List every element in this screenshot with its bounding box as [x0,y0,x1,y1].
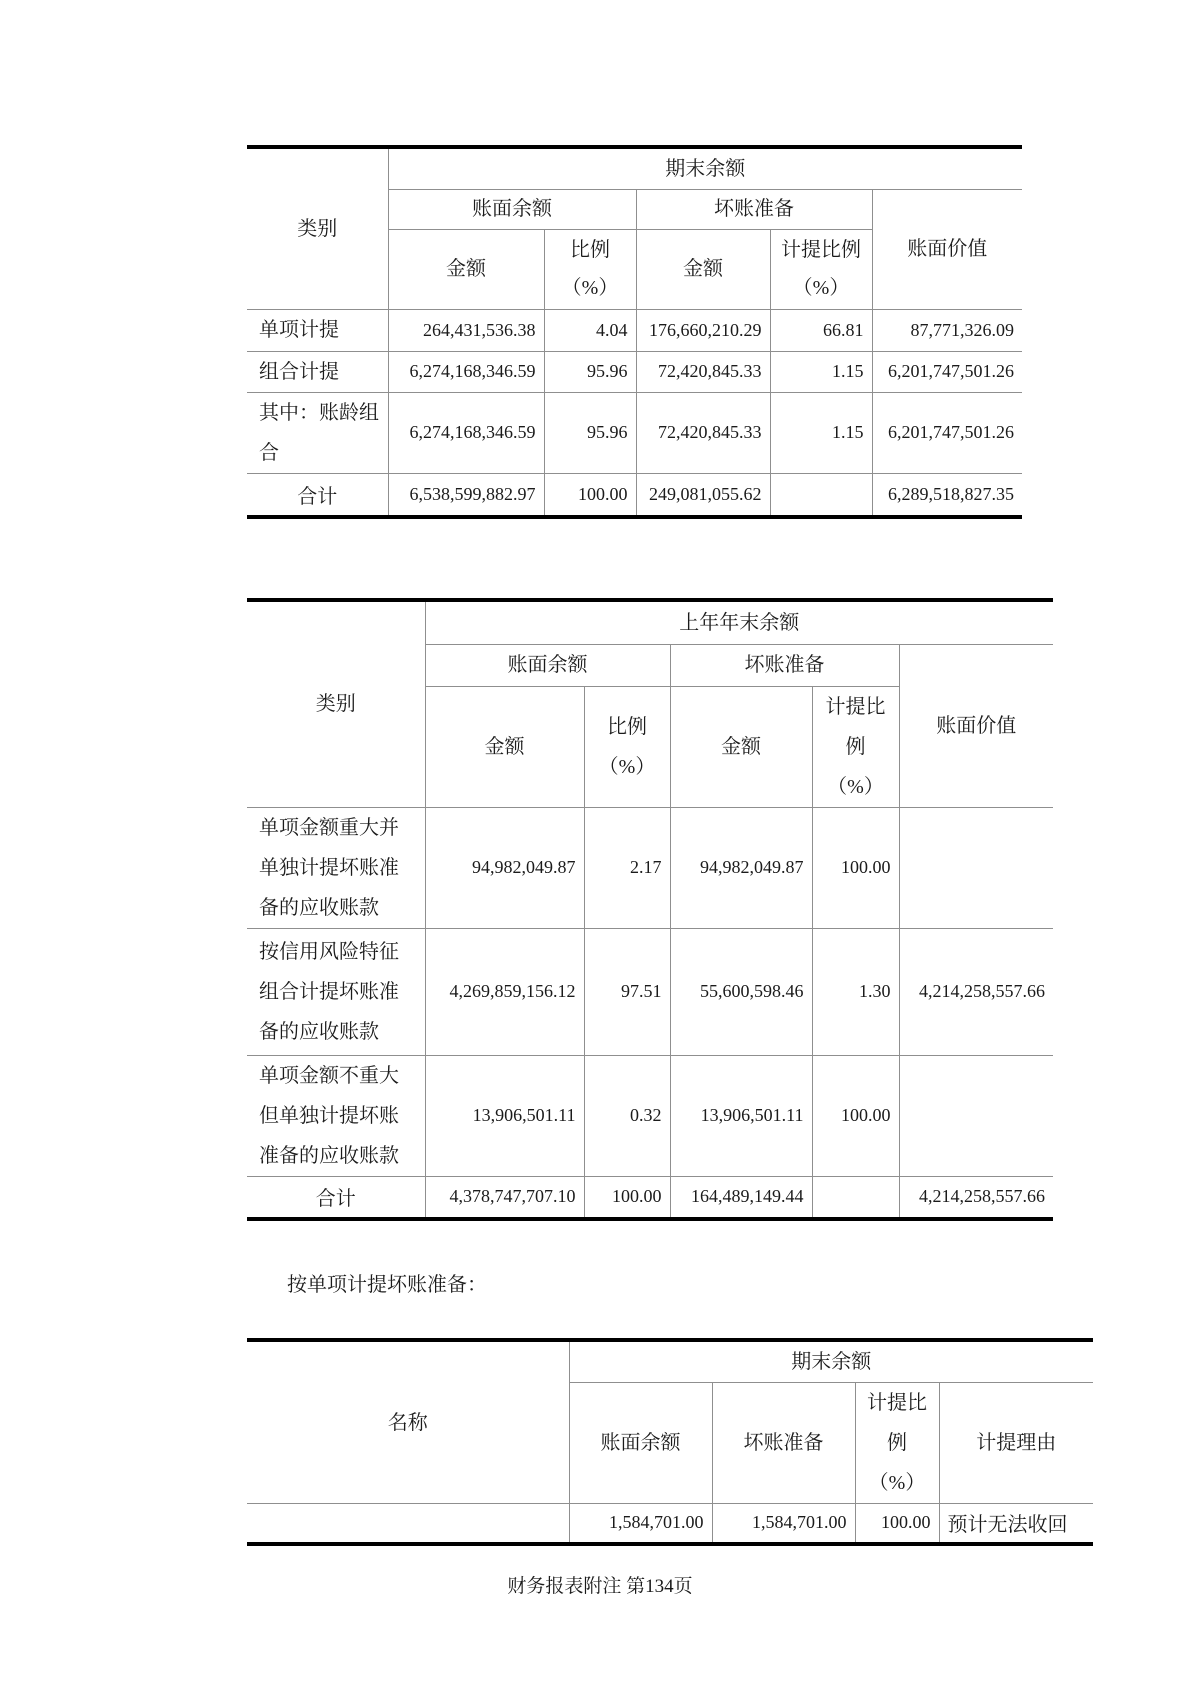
book-value-cell: 4,214,258,557.66 [899,1176,1053,1219]
section-heading: 按单项计提坏账准备： [287,1274,487,1296]
table-row [247,1055,1053,1176]
amount-cell: 6,274,168,346.59 [388,392,544,473]
header-category: 类别 [247,147,388,309]
header-book-balance: 账面余额 [425,644,670,686]
header-provision-ratio-line2: 例 [887,1432,907,1454]
book-value-cell: 6,201,747,501.26 [872,351,1022,392]
header-provision-ratio [812,686,899,807]
header-ratio-line1: 比例 [607,715,647,738]
provision-amount-cell: 94,982,049.87 [670,807,812,928]
category-cell: 单项计提 [247,309,388,351]
header-bad-debt-provision: 坏账准备 [670,644,899,686]
book-value-cell: 87,771,326.09 [872,309,1022,351]
table-row [247,928,1053,1055]
category-cell: 组合计提 [247,351,388,392]
ratio-cell: 100.00 [584,1176,670,1219]
header-provision-amount: 金额 [670,686,812,807]
header-provision-ratio [855,1383,939,1504]
header-amount: 金额 [388,229,544,309]
provision-ratio-cell: 100.00 [855,1504,939,1544]
provision-ratio-cell: 1.30 [812,928,899,1055]
header-name: 名称 [247,1340,569,1504]
ratio-cell: 97.51 [584,928,670,1055]
table-row [247,147,1022,189]
provision-amount-cell: 176,660,210.29 [636,309,770,351]
amount-cell: 6,274,168,346.59 [388,351,544,392]
header-provision-ratio-line2: （%） [792,277,850,299]
provision-amount-cell: 1,584,701.00 [712,1504,855,1544]
provision-amount-cell: 55,600,598.46 [670,928,812,1055]
table-row [247,1504,1093,1544]
prior-year-balance-table [247,598,1053,1221]
provision-amount-cell: 72,420,845.33 [636,351,770,392]
header-provision-ratio-line1: 计提比 [825,695,886,718]
category-cell: 合计 [247,473,388,517]
header-provision-ratio-line1: 计提比例 [781,239,861,261]
book-value-cell: 6,289,518,827.35 [872,473,1022,517]
amount-cell: 4,378,747,707.10 [425,1176,584,1219]
table-row [247,807,1053,928]
provision-amount-cell: 164,489,149.44 [670,1176,812,1219]
ratio-cell: 0.32 [584,1055,670,1176]
header-book-value: 账面价值 [872,189,1022,309]
header-provision-ratio-line3: （%） [827,775,884,798]
header-ratio [584,686,670,807]
table-row [247,351,1022,392]
header-bad-debt-provision: 坏账准备 [712,1383,855,1504]
provision-amount-cell: 13,906,501.11 [670,1055,812,1176]
header-bad-debt-provision: 坏账准备 [636,189,872,229]
book-value-cell [899,1055,1053,1176]
provision-amount-cell: 249,081,055.62 [636,473,770,517]
provision-ratio-cell: 1.15 [770,351,872,392]
ratio-cell: 95.96 [544,392,636,473]
provision-ratio-cell [812,1176,899,1219]
ratio-cell: 2.17 [584,807,670,928]
header-provision-amount: 金额 [636,229,770,309]
header-ratio-line1: 比例 [570,239,610,261]
header-book-value: 账面价值 [899,644,1053,807]
provision-ratio-cell: 66.81 [770,309,872,351]
category-cell: 单项金额重大并单独计提坏账准备的应收账款 [247,807,425,928]
header-ratio-line2: （%） [598,755,656,778]
amount-cell: 4,269,859,156.12 [425,928,584,1055]
provision-ratio-cell: 1.15 [770,392,872,473]
table-row [247,600,1053,644]
header-amount: 金额 [425,686,584,807]
provision-ratio-cell: 100.00 [812,807,899,928]
ratio-cell: 4.04 [544,309,636,351]
individual-provision-table [247,1338,1093,1546]
header-reason: 计提理由 [939,1383,1093,1504]
header-book-balance: 账面余额 [569,1383,712,1504]
header-provision-ratio-line3: （%） [868,1472,926,1494]
ratio-cell: 95.96 [544,351,636,392]
header-provision-ratio [770,229,872,309]
header-provision-ratio-line2: 例 [845,735,866,758]
category-cell: 单项金额不重大但单独计提坏账准备的应收账款 [247,1055,425,1176]
book-value-cell [899,807,1053,928]
amount-cell: 6,538,599,882.97 [388,473,544,517]
total-row [247,1176,1053,1219]
book-balance-cell: 1,584,701.00 [569,1504,712,1544]
ratio-cell: 100.00 [544,473,636,517]
amount-cell: 13,906,501.11 [425,1055,584,1176]
book-value-cell: 4,214,258,557.66 [899,928,1053,1055]
name-cell [247,1504,569,1544]
header-book-balance: 账面余额 [388,189,636,229]
header-ratio-line2: （%） [561,277,619,299]
reason-cell: 预计无法收回 [939,1504,1093,1544]
table-row [247,309,1022,351]
table-row [247,392,1022,473]
header-provision-ratio-line1: 计提比 [867,1392,927,1414]
provision-ratio-cell [770,473,872,517]
header-period-end-balance: 期末余额 [388,147,1022,189]
book-value-cell: 6,201,747,501.26 [872,392,1022,473]
page-footer: 财务报表附注 第134页 [507,1576,693,1597]
amount-cell: 264,431,536.38 [388,309,544,351]
period-end-balance-table [247,145,1022,519]
total-row [247,473,1022,517]
amount-cell: 94,982,049.87 [425,807,584,928]
provision-ratio-cell: 100.00 [812,1055,899,1176]
header-prior-year-end-balance: 上年年末余额 [425,600,1053,644]
table-row [247,1340,1093,1383]
category-cell: 合计 [247,1176,425,1219]
category-cell: 其中：账龄组合 [247,392,388,473]
header-period-end-balance: 期末余额 [569,1340,1093,1383]
header-ratio [544,229,636,309]
category-cell: 按信用风险特征组合计提坏账准备的应收账款 [247,928,425,1055]
provision-amount-cell: 72,420,845.33 [636,392,770,473]
header-category: 类别 [247,600,425,807]
